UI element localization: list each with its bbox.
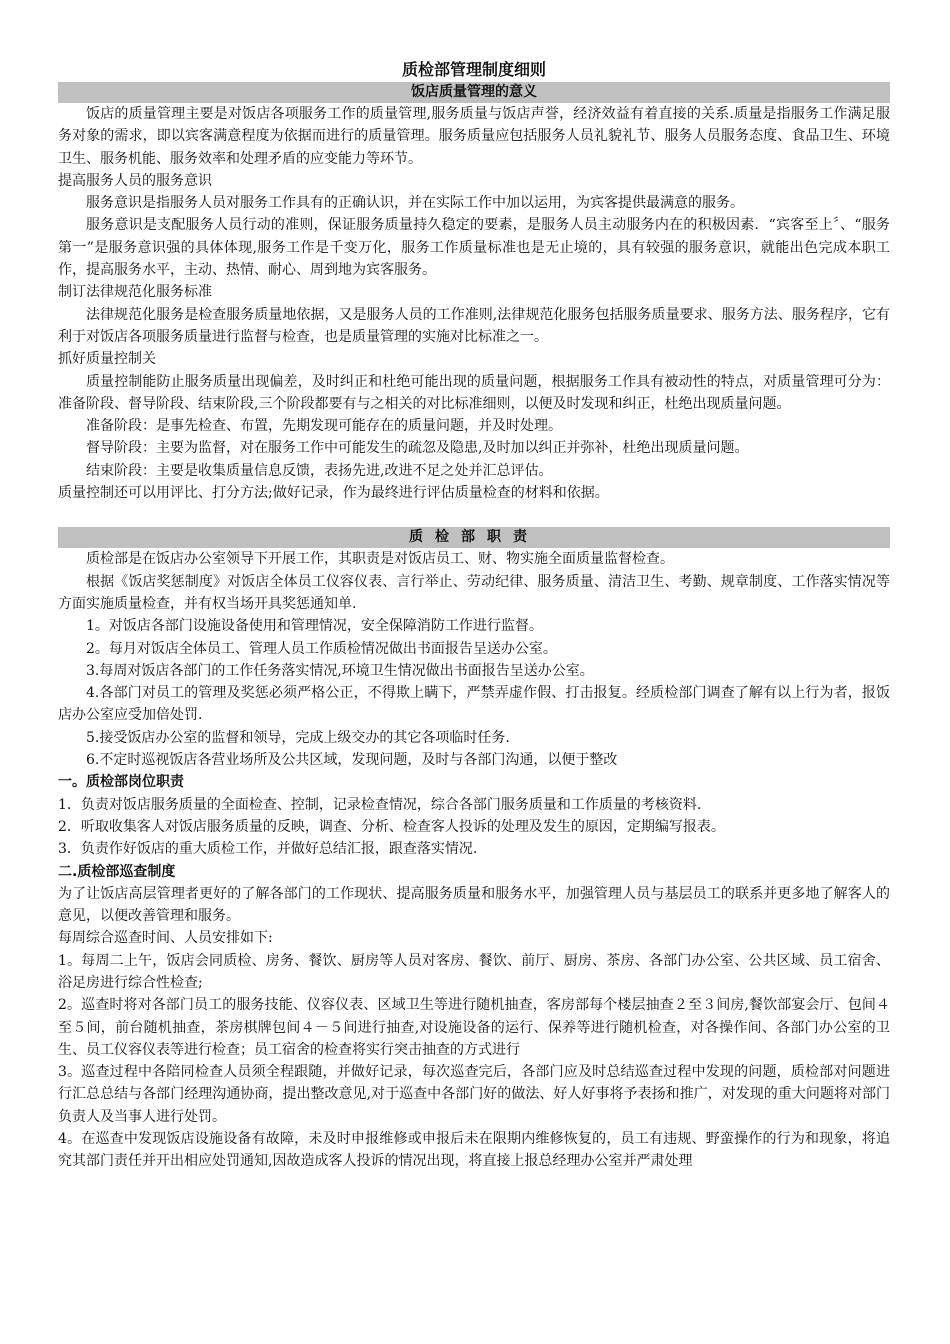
list-item: 1．负责对饭店服务质量的全面检查、控制，记录检查情况，综合各部门服务质量和工作质量的考核资料.	[58, 796, 702, 813]
section-heading-post-duties: 一。质检部岗位职责	[58, 774, 184, 791]
paragraph: 质量控制还可以用评比、打分方法;做好记录，作为最终进行评估质量检查的材料和依据。	[58, 485, 609, 502]
paragraph: 根据《饭店奖惩制度》对饭店全体员工仪容仪表、言行举止、劳动纪律、服务质量、清洁卫生、考勤、规章制度、工作落实情况等方面实施质量检查，并有权当场开具奖惩通知单.	[58, 573, 890, 612]
paragraph: 督导阶段：主要为监督，对在服务工作中可能发生的疏忽及隐患,及时加以纠正并弥补，杜绝出现质量问题。	[86, 440, 749, 457]
paragraph: 为了让饭店高层管理者更好的了解各部门的工作现状、提高服务质量和服务水平，加强管理人员与基层员工的联系并更多地了解客人的意见，以便改善管理和服务。	[58, 885, 890, 925]
paragraph: 准备阶段：是事先检查、布置，先期发现可能存在的质量问题，并及时处理。	[86, 418, 562, 435]
list-item: 5.接受饭店办公室的监督和领导，完成上级交办的其它各项临时任务.	[86, 729, 510, 746]
list-item: 1。对饭店各部门设施设备使用和管理情况，安全保障消防工作进行监督。	[86, 618, 543, 635]
paragraph: 服务意识是支配服务人员行动的准则，保证服务质量持久稳定的要素，是服务人员主动服务内在的积极因素．“宾客至上〞、“服务第一”是服务意识强的具体体现,服务工作是千变万化，服务工作质量标准也是无止境的，具有较强的服务意识，就能出色完成本职工作，提高服务水平，主动、热情、耐心、周到地为宾客服务。	[58, 217, 890, 279]
spacer	[58, 504, 890, 527]
list-item: 1。每周二上午，饭店会同质检、房务、餐饮、厨房等人员对客房、餐饮、前厅、厨房、茶房、各部门办公室、公共区域、员工宿舍、浴足房进行综合性检查;	[58, 952, 890, 991]
list-item: 3。巡查过程中各陪同检查人员须全程跟随，并做好记录，每次巡查完后，各部门应及时总结巡查过程中发现的问题，质检部对问题进行汇总总结与各部门经理沟通协商，提出整改意见,对于巡查中各部门好的做法、好人好事将予表扬和推广，对发现的重大问题将对部门负责人及当事人进行处罚。	[58, 1064, 890, 1125]
subheading: 制订法律规范化服务标准	[58, 284, 212, 301]
paragraph: 结束阶段：主要是收集质量信息反馈，表扬先进,改进不足之处并汇总评估。	[86, 462, 553, 479]
paragraph: 质量控制能防止服务质量出现偏差，及时纠正和杜绝可能出现的质量问题，根据服务工作具有被动性的特点，对质量管理可分为：准备阶段、督导阶段、结束阶段,三个阶段都要有与之相关的对比标准细则，以便及时发现和纠正，杜绝出现质量问题。	[58, 373, 890, 412]
list-item: 2．听取收集客人对饭店服务质量的反映，调查、分析、检查客人投诉的处理及发生的原因，定期编写报表。	[58, 818, 725, 835]
subheading: 提高服务人员的服务意识	[58, 172, 212, 189]
list-item: 2。巡查时将对各部门员工的服务技能、仪容仪表、区域卫生等进行随机抽查，客房部每个楼层抽查２至３间房,餐饮部宴会厅、包间４至５间，前台随机抽查，茶房棋牌包间４－５间进行抽查,对设施设备的运行、保养等进行随机检查，对各操作间、各部门办公室的卫生、员工仪容仪表等进行检查；员工宿舍的检查将实行突击抽查的方式进行	[58, 997, 890, 1058]
section-heading-quality-meaning: 饭店质量管理的意义	[58, 82, 890, 103]
section-heading-inspection: 二.质检部巡查制度	[58, 863, 176, 880]
paragraph: 服务意识是指服务人员对服务工作具有的正确认识，并在实际工作中加以运用，为宾客提供最满意的服务。	[86, 195, 744, 212]
paragraph: 饭店的质量管理主要是对饭店各项服务工作的质量管理,服务质量与饭店声誉，经济效益有着直接的关系.质量是指服务工作满足服务对象的需求，即以宾客满意程度为依据而进行的质量管理。服务质量应包括服务人员礼貌礼节、服务人员服务态度、食品卫生、环境卫生、服务机能、服务效率和处理矛盾的应变能力等环节。	[58, 106, 890, 167]
list-item: 3．负责作好饭店的重大质检工作，并做好总结汇报，跟查落实情况.	[58, 841, 478, 858]
list-item: 6.不定时巡视饭店各营业场所及公共区域，发现问题，及时与各部门沟通，以便于整改	[86, 752, 618, 769]
paragraph: 法律规范化服务是检查服务质量地依据，又是服务人员的工作准则,法律规范化服务包括服务质量要求、服务方法、服务程序，它有利于对饭店各项服务质量进行监督与检查，也是质量管理的实施对比标准之一。	[58, 306, 890, 345]
list-item: 2。每月对饭店全体员工、管理人员工作质检情况做出书面报告呈送办公室。	[86, 640, 557, 657]
paragraph: 每周综合巡查时间、人员安排如下:	[58, 930, 273, 947]
document-title: 质检部管理制度细则	[401, 60, 546, 79]
list-item: 4.各部门对员工的管理及奖惩必须严格公正，不得欺上瞒下，严禁弄虚作假、打击报复。经质检部门调查了解有以上行为者，报饭店办公室应受加倍处罚.	[58, 685, 890, 724]
subheading: 抓好质量控制关	[58, 351, 156, 368]
paragraph: 质检部是在饭店办公室领导下开展工作，其职责是对饭店员工、财、物实施全面质量监督检查。	[86, 551, 674, 568]
list-item: 4。在巡查中发现饭店设施设备有故障，未及时申报维修或申报后未在限期内维修恢复的，员工有违规、野蛮操作的行为和现象，将追究其部门责任并开出相应处罚通知,因故造成客人投诉的情况出现，将直接上报总经理办公室并严肃处理	[58, 1131, 890, 1170]
document-page	[58, 58, 890, 1173]
section-heading-duties: 质检部职责	[58, 527, 890, 548]
list-item: 3.每周对饭店各部门的工作任务落实情况,环境卫生情况做出书面报告呈送办公室。	[86, 662, 594, 679]
